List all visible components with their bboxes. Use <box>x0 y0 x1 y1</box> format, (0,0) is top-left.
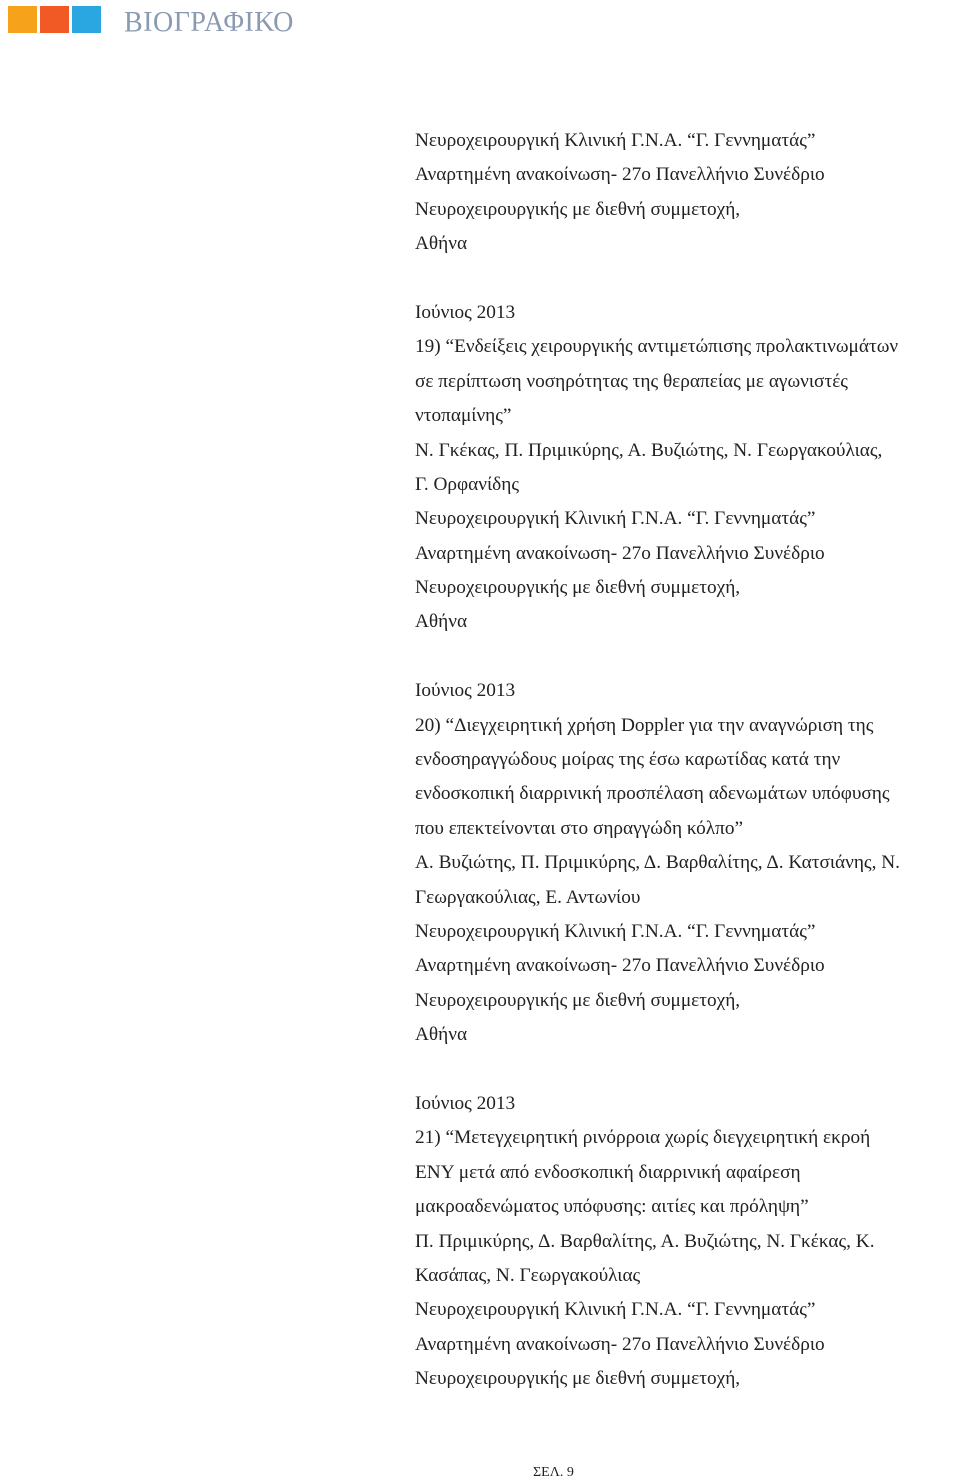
text-line: Γεωργακούλιας, Ε. Αντωνίου <box>415 886 641 908</box>
text-line: μακροαδενώματος υπόφυσης: αιτίες και πρόληψη” <box>415 1196 809 1218</box>
text-line: 19) “Ενδείξεις χειρουργικής αντιμετώπισης προλακτινωμάτων <box>415 336 899 358</box>
entry-spacer <box>415 1053 960 1087</box>
text-line: Α. Βυζιώτης, Π. Πριμικύρης, Δ. Βαρθαλίτης, Δ. Κατσιάνης, Ν. <box>415 852 900 874</box>
text-line: ενδοσκοπική διαρρινική προσπέλαση αδενωμάτων υπόφυσης <box>415 783 890 805</box>
text-line: Π. Πριμικύρης, Δ. Βαρθαλίτης, Α. Βυζιώτης, Ν. Γκέκας, Κ. <box>415 1230 875 1252</box>
logo-square-red <box>40 6 69 33</box>
text-line: Νευροχειρουργικής με διεθνή συμμετοχή, <box>415 989 741 1011</box>
text-line: Γ. Ορφανίδης <box>415 473 519 495</box>
text-line: Νευροχειρουργική Κλινική Γ.Ν.Α. “Γ. Γεννηματάς” <box>415 130 816 151</box>
text-line: σε περίπτωση νοσηρότητας της θεραπείας με αγωνιστές <box>415 370 848 392</box>
text-line: Νευροχειρουργική Κλινική Γ.Ν.Α. “Γ. Γεννηματάς” <box>415 508 816 530</box>
entry-block <box>415 296 960 640</box>
text-line: που επεκτείνονται στο σηραγγώδη κόλπο” <box>415 817 744 839</box>
text-line: 20) “Διεγχειρητική χρήση Doppler για την αναγνώριση της <box>415 714 874 736</box>
page-number: ΣΕΛ. 9 <box>533 1465 574 1480</box>
text-line: Αναρτημένη ανακοίνωση- 27ο Πανελλήνιο Συνέδριο <box>415 164 825 186</box>
entry-block <box>415 124 960 262</box>
text-line: ντοπαμίνης” <box>415 405 512 427</box>
text-line: Νευροχειρουργική Κλινική Γ.Ν.Α. “Γ. Γεννηματάς” <box>415 1299 816 1321</box>
entry-block <box>415 1087 960 1397</box>
document-body <box>415 124 960 1396</box>
text-line: Ιούνιος 2013 <box>415 301 516 323</box>
page-title: ΒΙΟΓΡΑΦΙΚΟ <box>124 7 294 38</box>
text-line: Αναρτημένη ανακοίνωση- 27ο Πανελλήνιο Συνέδριο <box>415 955 825 977</box>
logo-square-blue <box>72 6 101 33</box>
text-line: Κασάπας, Ν. Γεωργακούλιας <box>415 1264 641 1286</box>
text-line: ΕΝΥ μετά από ενδοσκοπική διαρρινική αφαίρεση <box>415 1161 801 1183</box>
text-line: Ιούνιος 2013 <box>415 680 516 702</box>
text-line: Αθήνα <box>415 611 468 633</box>
text-line: Νευροχειρουργικής με διεθνή συμμετοχή, <box>415 577 741 599</box>
text-line: Ιούνιος 2013 <box>415 1092 516 1114</box>
text-line: 21) “Μετεγχειρητική ρινόρροια χωρίς διεγχειρητική εκροή <box>415 1127 871 1149</box>
text-line: Ν. Γκέκας, Π. Πριμικύρης, Α. Βυζιώτης, Ν. Γεωργακούλιας, <box>415 439 883 461</box>
text-line: Αθήνα <box>415 1024 468 1046</box>
text-line: Αναρτημένη ανακοίνωση- 27ο Πανελλήνιο Συνέδριο <box>415 542 825 564</box>
entry-spacer <box>415 640 960 674</box>
logo <box>8 6 101 33</box>
text-line: Νευροχειρουργικής με διεθνή συμμετοχή, <box>415 198 741 220</box>
text-line: Νευροχειρουργικής με διεθνή συμμετοχή, <box>415 1368 741 1390</box>
text-line: Αθήνα <box>415 233 468 255</box>
text-line: ενδοσηραγγώδους μοίρας της έσω καρωτίδας κατά την <box>415 749 841 771</box>
text-line: Αναρτημένη ανακοίνωση- 27ο Πανελλήνιο Συνέδριο <box>415 1333 825 1355</box>
entry-spacer <box>415 262 960 296</box>
entry-block <box>415 674 960 1052</box>
logo-square-orange <box>8 6 37 33</box>
text-line: Νευροχειρουργική Κλινική Γ.Ν.Α. “Γ. Γεννηματάς” <box>415 920 816 942</box>
